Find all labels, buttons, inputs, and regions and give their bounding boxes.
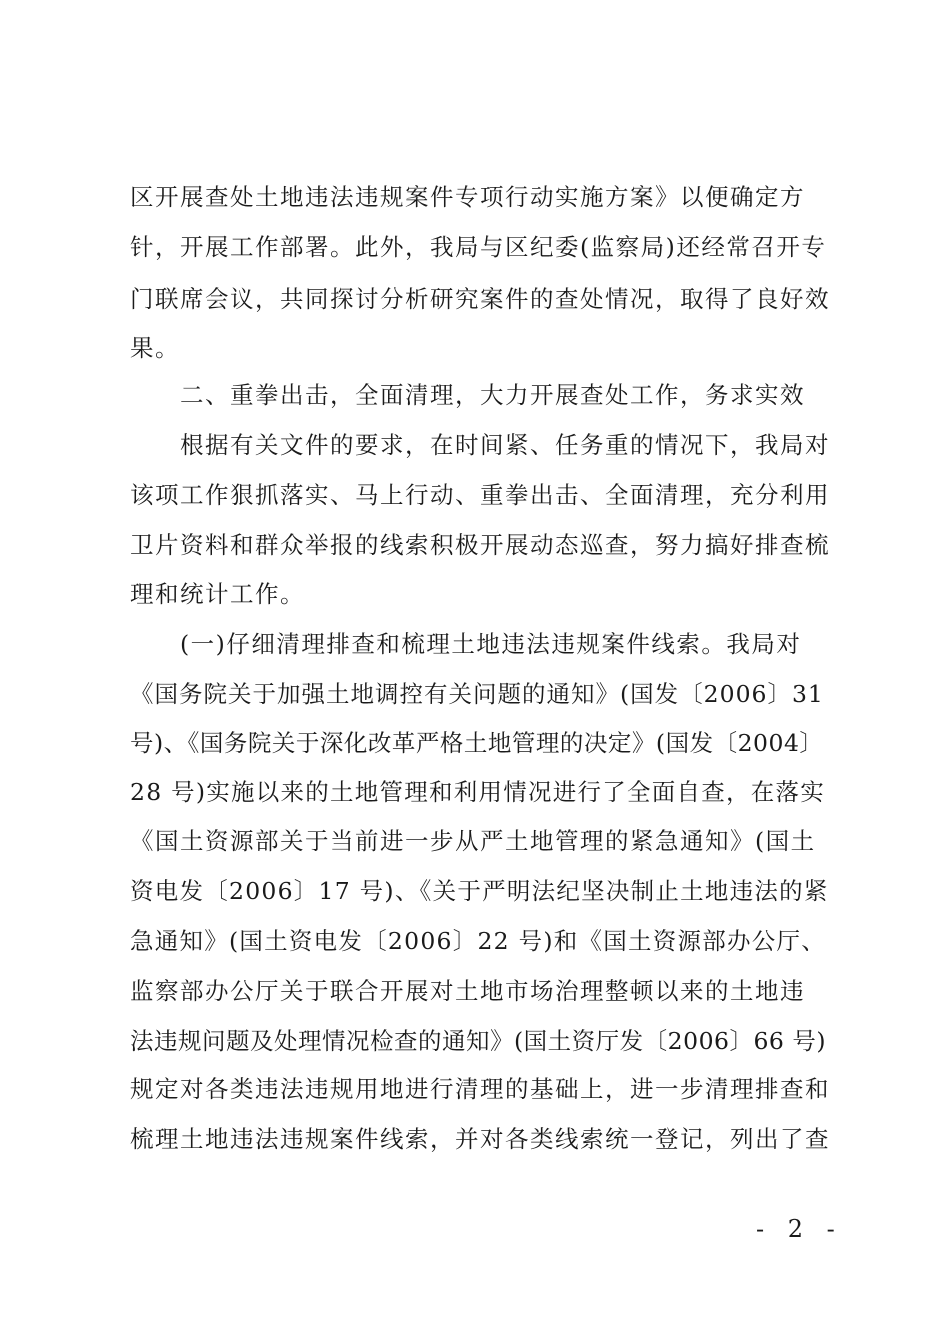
body-text-line: 果。 [130, 334, 180, 362]
body-text-line: 针，开展工作部署。此外，我局与区纪委(监察局)还经常召开专 [130, 233, 827, 261]
body-text-line: 该项工作狠抓落实、马上行动、重拳出击、全面清理，充分利用 [130, 481, 830, 509]
body-text-line: 门联席会议，共同探讨分析研究案件的查处情况，取得了良好效 [130, 285, 830, 313]
subsection-heading: (一)仔细清理排查和梳理土地违法违规案件线索。我局对 [180, 630, 802, 658]
body-text-line: 《国土资源部关于当前进一步从严土地管理的紧急通知》(国土 [130, 827, 816, 855]
body-text-line: 理和统计工作。 [130, 580, 305, 608]
body-text-line: 资电发〔2006〕17 号)、《关于严明法纪坚决制止土地违法的紧 [130, 877, 829, 905]
body-text-line: 28 号)实施以来的土地管理和利用情况进行了全面自查，在落实 [130, 778, 826, 806]
body-text-line: 根据有关文件的要求，在时间紧、任务重的情况下，我局对 [180, 431, 830, 459]
section-heading: 二、重拳出击，全面清理，大力开展查处工作，务求实效 [180, 381, 805, 409]
body-text-line: 梳理土地违法违规案件线索，并对各类线索统一登记，列出了查 [130, 1125, 830, 1153]
body-text-line: 《国务院关于加强土地调控有关问题的通知》(国发〔2006〕31 [130, 680, 824, 708]
body-text-line: 规定对各类违法违规用地进行清理的基础上，进一步清理排查和 [130, 1075, 830, 1103]
page-number: - 2 - [756, 1215, 843, 1243]
body-text-line: 急通知》(国土资电发〔2006〕22 号)和《国土资源部办公厅、 [130, 927, 827, 955]
body-text-line: 卫片资料和群众举报的线索积极开展动态巡查，努力搞好排查梳 [130, 531, 830, 559]
body-text-line: 监察部办公厅关于联合开展对土地市场治理整顿以来的土地违 [130, 977, 805, 1005]
body-text-line: 区开展查处土地违法违规案件专项行动实施方案》以便确定方 [130, 183, 805, 211]
body-text-line: 法违规问题及处理情况检查的通知》(国土资厅发〔2006〕66 号) [130, 1027, 827, 1055]
body-text-line: 号)、《国务院关于深化改革严格土地管理的决定》(国发〔2004〕 [130, 729, 824, 757]
